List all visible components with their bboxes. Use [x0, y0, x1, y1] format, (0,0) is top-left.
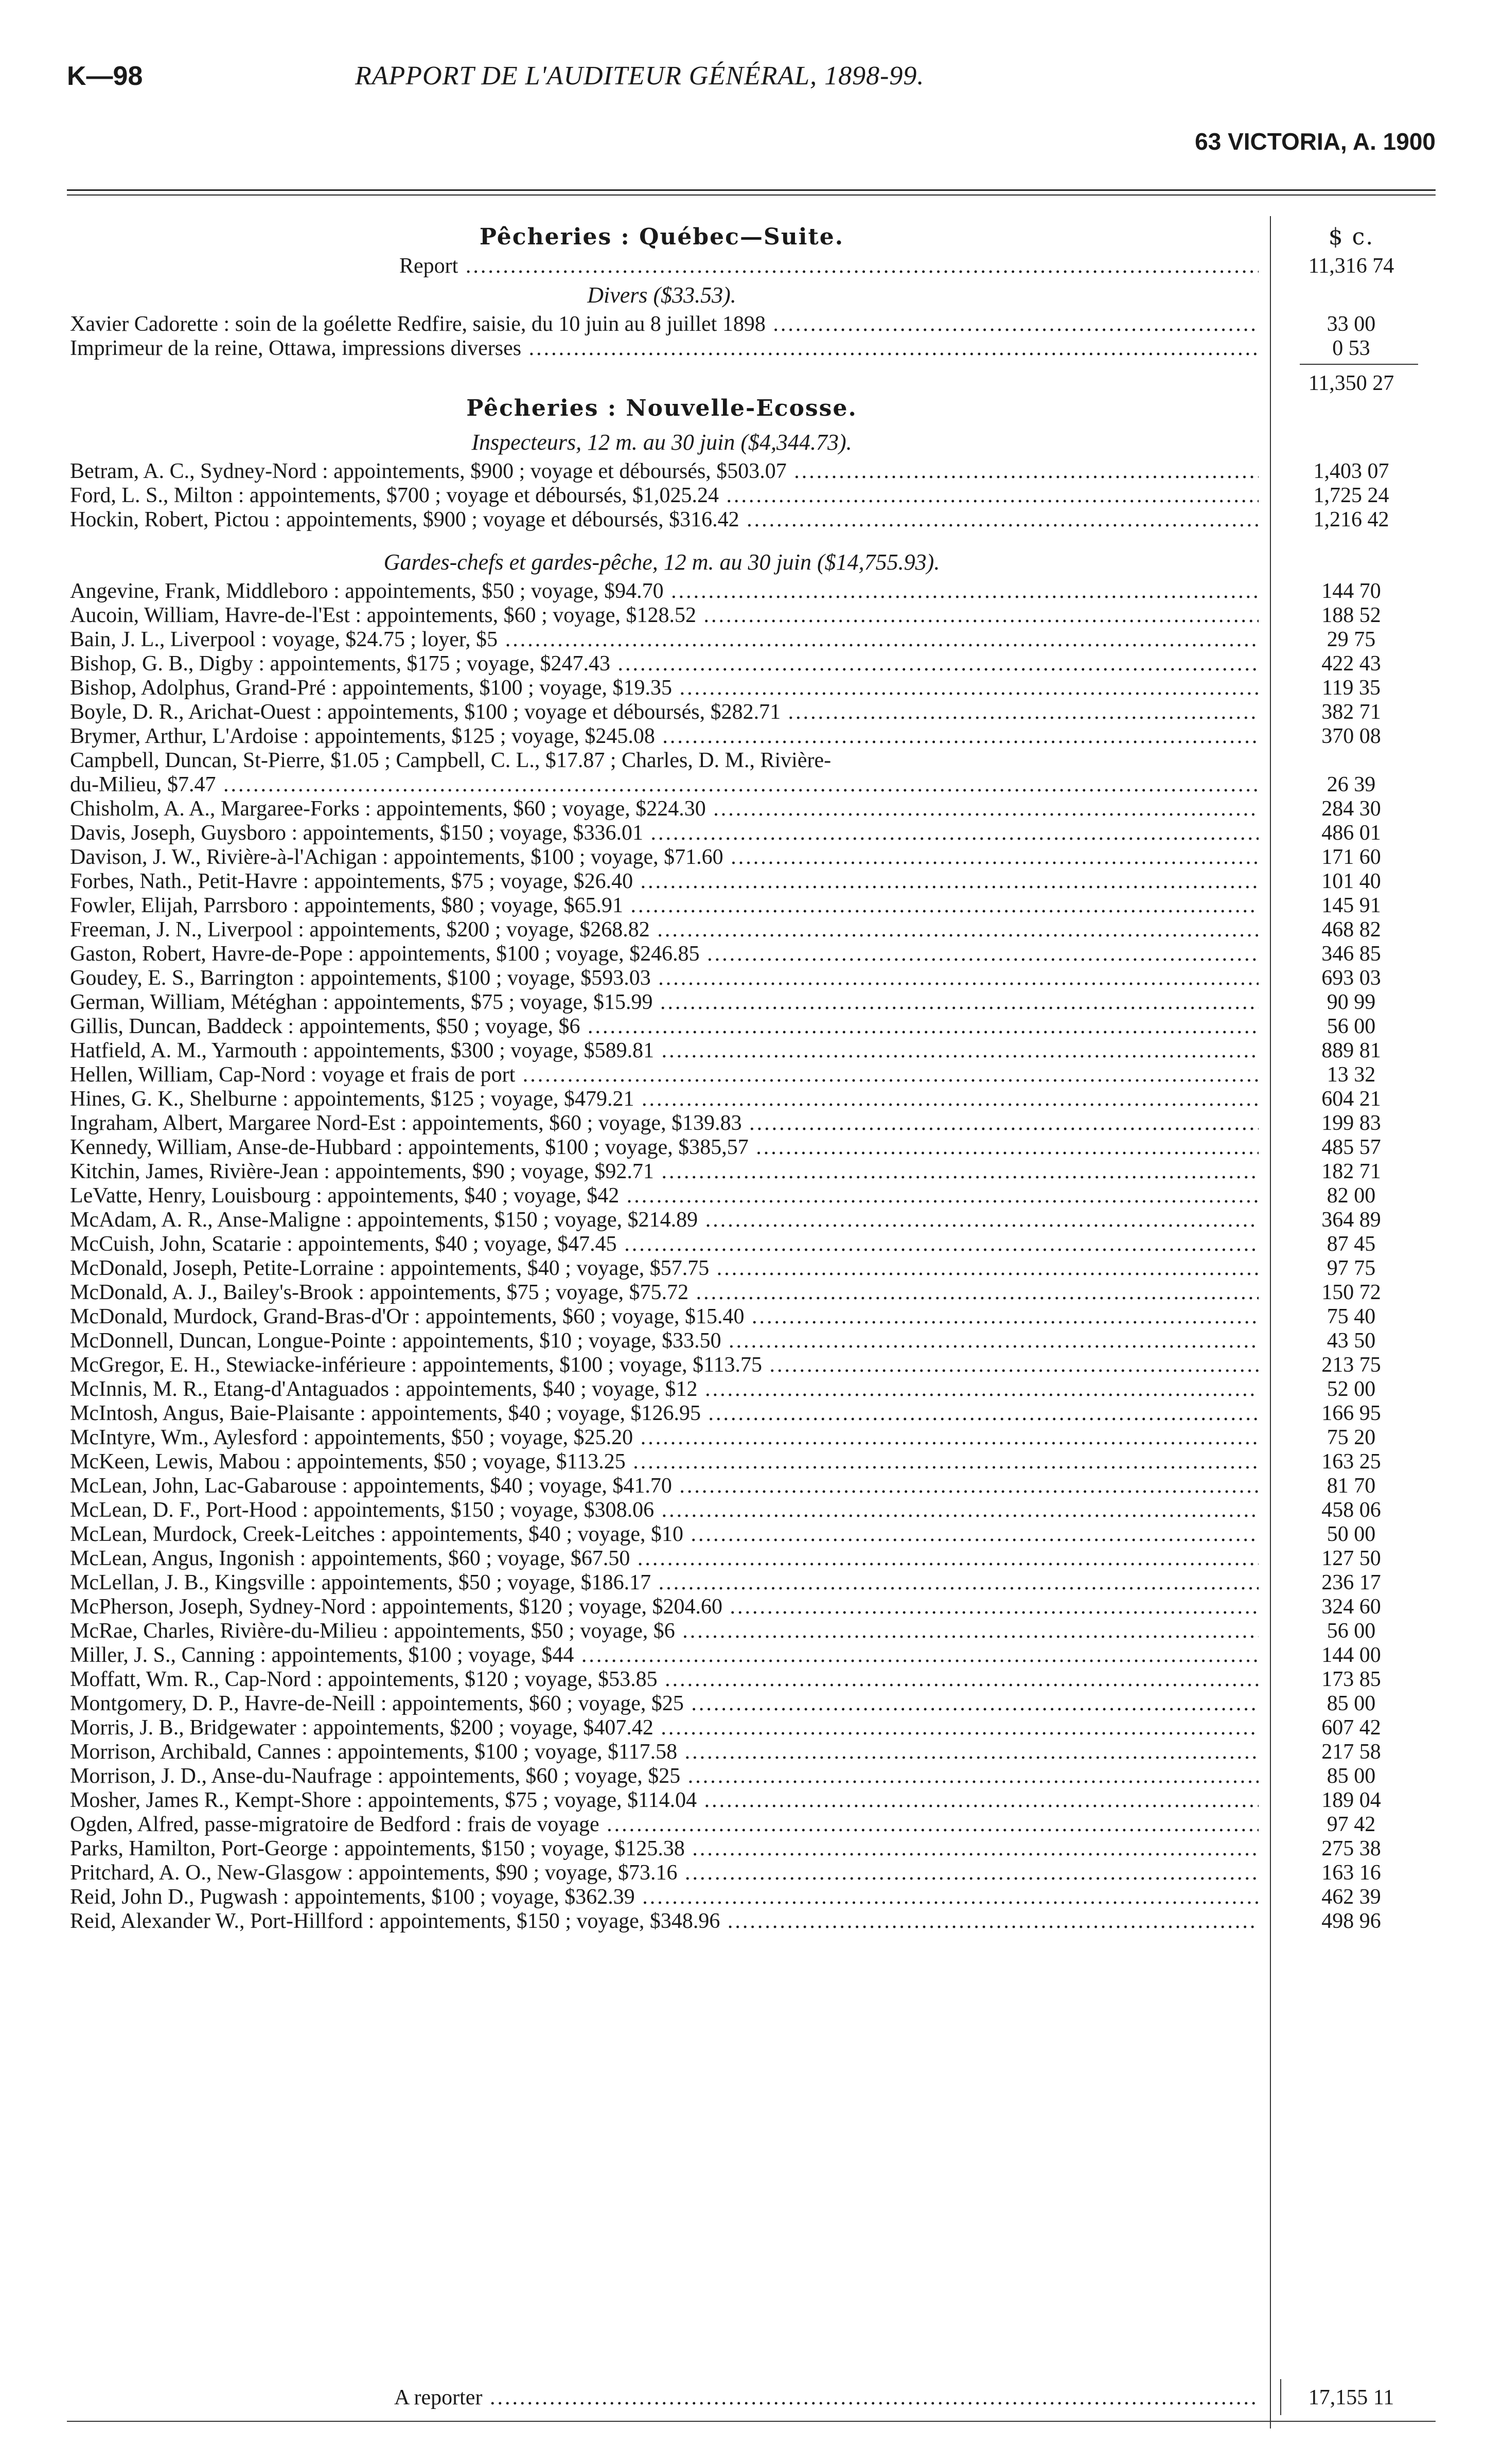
ledger-row-description: Bishop, G. B., Digby : appointements, $175 ; voyage, $247.43 .....	[70, 652, 1259, 676]
ledger-row	[70, 1256, 1435, 1281]
ledger-row	[70, 1571, 1435, 1595]
ledger-row	[70, 1813, 1435, 1837]
section-heading-text: Pêcheries : Québec—Suite.	[479, 224, 844, 250]
ledger-row-amount: 26 39	[1327, 773, 1376, 796]
ledger-row-description: Hatfield, A. M., Yarmouth : appointements, $300 ; voyage, $589.81 .....	[70, 1039, 1259, 1063]
ledger-row	[70, 336, 1435, 361]
subheading-inspecteurs: Inspecteurs, 12 m. au 30 juin ($4,344.73).	[471, 430, 852, 455]
ledger-row	[70, 1377, 1435, 1402]
ledger-row-amount: 29 75	[1327, 628, 1376, 651]
ledger-row-description: McDonnell, Duncan, Longue-Pointe : appointements, $10 ; voyage, $33.50 .....	[70, 1329, 1259, 1353]
subtotal-rule	[1300, 364, 1418, 365]
ledger-row-amount: 236 17	[1321, 1571, 1381, 1594]
ledger-row	[70, 845, 1435, 870]
ledger-row-description: Miller, J. S., Canning : appointements, $100 ; voyage, $44 .....	[70, 1643, 1259, 1668]
ledger-row	[70, 773, 1435, 797]
ledger-row-description: McDonald, A. J., Bailey's-Brook : appointements, $75 ; voyage, $75.72 .....	[70, 1281, 1259, 1305]
ledger-row	[70, 484, 1435, 508]
ledger-row	[70, 797, 1435, 821]
ledger-row-amount: 217 58	[1321, 1740, 1381, 1764]
ledger-row-amount: 275 38	[1321, 1837, 1381, 1860]
ledger-row-amount: 145 91	[1321, 894, 1381, 917]
ledger-row-amount: 150 72	[1321, 1281, 1381, 1304]
ledger-row-amount: 50 00	[1327, 1522, 1376, 1546]
ledger-row-description: Forbes, Nath., Petit-Havre : appointements, $75 ; voyage, $26.40 .....	[70, 870, 1259, 894]
ledger-row-amount: 81 70	[1327, 1474, 1376, 1498]
ledger-row-description: Montgomery, D. P., Havre-de-Neill : appointements, $60 ; voyage, $25 .....	[70, 1692, 1259, 1716]
ledger-row-amount: 182 71	[1321, 1160, 1381, 1183]
ledger-row	[70, 724, 1435, 749]
ledger-row	[70, 1595, 1435, 1619]
ledger-row-description: Hockin, Robert, Pictou : appointements, $900 ; voyage et déboursés, $316.42 .....	[70, 508, 1259, 532]
ledger-row-amount: 163 16	[1321, 1861, 1381, 1885]
ledger-row	[70, 508, 1435, 532]
ledger-row	[70, 1208, 1435, 1232]
ledger-row-description: Reid, Alexander W., Port-Hillford : appointements, $150 ; voyage, $348.96 .....	[70, 1909, 1259, 1934]
ledger-row-description: Moffatt, Wm. R., Cap-Nord : appointements, $120 ; voyage, $53.85 .....	[70, 1668, 1259, 1692]
ledger-row-amount: 85 00	[1327, 1692, 1376, 1715]
ledger-row-description: Bishop, Adolphus, Grand-Pré : appointements, $100 ; voyage, $19.35 .....	[70, 676, 1259, 700]
report-amount: 11,316 74	[1308, 254, 1394, 278]
ledger-row-description: Morrison, J. D., Anse-du-Naufrage : appointements, $60 ; voyage, $25 .....	[70, 1764, 1259, 1788]
page-number: K—98	[67, 61, 143, 91]
ledger-row-description: McDonald, Murdock, Grand-Bras-d'Or : appointements, $60 ; voyage, $15.40 .....	[70, 1305, 1259, 1329]
ledger-row	[70, 1861, 1435, 1885]
ledger-row	[70, 1015, 1435, 1039]
ledger-row-amount: 889 81	[1321, 1039, 1381, 1062]
ledger-row-amount: 119 35	[1322, 676, 1381, 700]
ledger-row-description: McInnis, M. R., Etang-d'Antaguados : appointements, $40 ; voyage, $12 .....	[70, 1377, 1259, 1402]
ledger-row-amount: 163 25	[1321, 1450, 1381, 1474]
ledger-row-description: Boyle, D. R., Arichat-Ouest : appointements, $100 ; voyage et déboursés, $282.71 .....	[70, 700, 1259, 724]
ledger-row	[70, 1619, 1435, 1643]
ledger-row	[70, 1740, 1435, 1764]
ledger-row-description: McLellan, J. B., Kingsville : appointements, $50 ; voyage, $186.17 .....	[70, 1571, 1259, 1595]
ledger-row-description: LeVatte, Henry, Louisbourg : appointements, $40 ; voyage, $42 .....	[70, 1184, 1259, 1208]
divers-rows	[70, 312, 1435, 361]
ledger-row	[70, 1063, 1435, 1087]
ledger-row-description: McKeen, Lewis, Mabou : appointements, $50 ; voyage, $113.25 .....	[70, 1450, 1259, 1474]
ledger-row-amount: 85 00	[1327, 1764, 1376, 1788]
ledger-row-amount: 173 85	[1321, 1668, 1381, 1691]
subheading-divers: Divers ($33.53).	[587, 282, 736, 308]
ledger-row	[70, 1329, 1435, 1353]
ledger-row-description: Kitchin, James, Rivière-Jean : appointements, $90 ; voyage, $92.71 .....	[70, 1160, 1259, 1184]
ledger-row-amount: 485 57	[1321, 1136, 1381, 1159]
ledger-row	[70, 579, 1435, 604]
ledger-row-amount: 458 06	[1321, 1498, 1381, 1522]
subtotal-amount: 11,350 27	[1308, 371, 1394, 395]
ledger-row-description: McRae, Charles, Rivière-du-Milieu : appointements, $50 ; voyage, $6 .....	[70, 1619, 1259, 1643]
ledger-row	[70, 1426, 1435, 1450]
ledger-row-amount: 382 71	[1321, 700, 1381, 724]
ledger-row	[70, 1087, 1435, 1111]
ledger-row	[70, 628, 1435, 652]
ledger-row-description: McAdam, A. R., Anse-Maligne : appointements, $150 ; voyage, $214.89 .....	[70, 1208, 1259, 1232]
ledger-row-description: Betram, A. C., Sydney-Nord : appointements, $900 ; voyage et déboursés, $503.07 .....	[70, 459, 1259, 484]
ledger-row-amount: 166 95	[1321, 1402, 1381, 1425]
ledger-row-description: German, William, Météghan : appointements, $75 ; voyage, $15.99 .....	[70, 990, 1259, 1015]
ledger-row-amount: 188 52	[1321, 604, 1381, 627]
ledger-row-amount: 33 00	[1327, 312, 1376, 336]
ledger-row-amount: 364 89	[1321, 1208, 1381, 1232]
ledger-row-description: Xavier Cadorette : soin de la goélette Redfire, saisie, du 10 juin au 8 juillet 1898 .....	[70, 312, 1259, 336]
ledger-row-description: Davison, J. W., Rivière-à-l'Achigan : appointements, $100 ; voyage, $71.60 .....	[70, 845, 1259, 870]
ledger-row-description: Mosher, James R., Kempt-Shore : appointements, $75 ; voyage, $114.04 .....	[70, 1788, 1259, 1813]
ledger-row	[70, 918, 1435, 942]
ledger-row-amount: 13 32	[1327, 1063, 1376, 1087]
ledger-row-amount: 87 45	[1327, 1232, 1376, 1256]
inspecteurs-rows	[70, 459, 1435, 532]
currency-header: $ c.	[1328, 224, 1374, 250]
ledger-row	[70, 1281, 1435, 1305]
ledger-row-amount: 284 30	[1321, 797, 1381, 821]
ledger-row-description: McPherson, Joseph, Sydney-Nord : appointements, $120 ; voyage, $204.60 .....	[70, 1595, 1259, 1619]
ledger-row-amount: 486 01	[1321, 821, 1381, 845]
ledger-row	[70, 990, 1435, 1015]
ledger-row-description: McLean, John, Lac-Gabarouse : appointements, $40 ; voyage, $41.70 .....	[70, 1474, 1259, 1498]
ledger-row-amount: 97 42	[1327, 1813, 1376, 1836]
session-label: 63 VICTORIA, A. 1900	[1195, 128, 1436, 155]
ledger-row-description: Goudey, E. S., Barrington : appointements, $100 ; voyage, $593.03 .....	[70, 966, 1259, 990]
ledger-row-amount: 97 75	[1327, 1256, 1376, 1280]
ledger-row-description: Ford, L. S., Milton : appointements, $700 ; voyage et déboursés, $1,025.24 .....	[70, 484, 1259, 508]
ledger-row-description: Hellen, William, Cap-Nord : voyage et frais de port .....	[70, 1063, 1259, 1087]
ledger-row	[70, 676, 1435, 700]
ledger-row-description: Imprimeur de la reine, Ottawa, impressions diverses .....	[70, 336, 1259, 361]
ledger-row	[70, 1305, 1435, 1329]
ledger-row-description: Davis, Joseph, Guysboro : appointements, $150 ; voyage, $336.01 .....	[70, 821, 1259, 845]
ledger-row-amount: 171 60	[1321, 845, 1381, 869]
ledger-row-description: McLean, Murdock, Creek-Leitches : appointements, $40 ; voyage, $10 .....	[70, 1522, 1259, 1547]
ledger-row-amount: 1,725 24	[1313, 484, 1389, 507]
ledger-row	[70, 1136, 1435, 1160]
ledger-row-amount: 52 00	[1327, 1377, 1376, 1401]
ledger-row	[70, 1498, 1435, 1522]
ledger-row	[70, 942, 1435, 966]
ledger-row-amount: 127 50	[1321, 1547, 1381, 1570]
ledger-row-description: Ogden, Alfred, passe-migratoire de Bedford : frais de voyage .....	[70, 1813, 1259, 1837]
ledger-row-description: Campbell, Duncan, St-Pierre, $1.05 ; Campbell, C. L., $17.87 ; Charles, D. M., Rivière-	[70, 749, 832, 772]
ledger-row-description: McGregor, E. H., Stewiacke-inférieure : appointements, $100 ; voyage, $113.75 .....	[70, 1353, 1259, 1377]
ledger-row-description: McLean, Angus, Ingonish : appointements, $60 ; voyage, $67.50 .....	[70, 1547, 1259, 1571]
ledger-row-description: Ingraham, Albert, Margaree Nord-Est : appointements, $60 ; voyage, $139.83 .....	[70, 1111, 1259, 1136]
ledger-row-amount: 422 43	[1321, 652, 1381, 676]
ledger-row-amount: 346 85	[1321, 942, 1381, 966]
ledger-row-description: McDonald, Joseph, Petite-Lorraine : appointements, $40 ; voyage, $57.75 .....	[70, 1256, 1259, 1281]
ledger-row-amount: 56 00	[1327, 1015, 1376, 1038]
ledger-row-amount: 324 60	[1321, 1595, 1381, 1619]
ledger-row-description: Kennedy, William, Anse-de-Hubbard : appointements, $100 ; voyage, $385,57 .....	[70, 1136, 1259, 1160]
ledger-row-amount: 1,216 42	[1313, 508, 1389, 531]
ledger-row	[70, 312, 1435, 336]
footer-label: A reporter .....	[394, 2383, 1259, 2412]
ledger-row-description: Fowler, Elijah, Parrsboro : appointements, $80 ; voyage, $65.91 .....	[70, 894, 1259, 918]
ledger-row-description: Aucoin, William, Havre-de-l'Est : appointements, $60 ; voyage, $128.52 .....	[70, 604, 1259, 628]
page-title: RAPPORT DE L'AUDITEUR GÉNÉRAL, 1898-99.	[355, 61, 925, 91]
ledger-row	[70, 1547, 1435, 1571]
footer-amount: 17,155 11	[1308, 2386, 1394, 2409]
ledger-row	[70, 1668, 1435, 1692]
ledger-row-description: du-Milieu, $7.47 .....	[70, 773, 1259, 797]
report-row	[70, 254, 1435, 278]
ledger-row-amount: 56 00	[1327, 1619, 1376, 1643]
ledger-row	[70, 1232, 1435, 1256]
ledger-row-description: McIntosh, Angus, Baie-Plaisante : appointements, $40 ; voyage, $126.95 .....	[70, 1402, 1259, 1426]
ledger-row-description: McIntyre, Wm., Aylesford : appointements, $50 ; voyage, $25.20 .....	[70, 1426, 1259, 1450]
ledger-row	[70, 700, 1435, 724]
ledger-row	[70, 1353, 1435, 1377]
ledger-row-amount: 199 83	[1321, 1111, 1381, 1135]
ledger-row	[70, 1522, 1435, 1547]
ledger-row-amount: 0 53	[1332, 336, 1370, 360]
ledger-row-description: Bain, J. L., Liverpool : voyage, $24.75 ; loyer, $5 .....	[70, 628, 1259, 652]
ledger-content	[70, 220, 1435, 1934]
ledger-row	[70, 1474, 1435, 1498]
ledger-row	[70, 870, 1435, 894]
ledger-row-description: Chisholm, A. A., Margaree-Forks : appointements, $60 ; voyage, $224.30 .....	[70, 797, 1259, 821]
header-rule	[67, 189, 1436, 191]
ledger-row-amount: 468 82	[1321, 918, 1381, 942]
ledger-row-amount: 144 00	[1321, 1643, 1381, 1667]
ledger-row	[70, 894, 1435, 918]
ledger-row	[70, 1111, 1435, 1136]
ledger-row	[70, 652, 1435, 676]
ledger-row-description: McLean, D. F., Port-Hood : appointements, $150 ; voyage, $308.06 .....	[70, 1498, 1259, 1522]
ledger-row-description: Gillis, Duncan, Baddeck : appointements, $50 ; voyage, $6 .....	[70, 1015, 1259, 1039]
ledger-row-description: Angevine, Frank, Middleboro : appointements, $50 ; voyage, $94.70 .....	[70, 579, 1259, 604]
ledger-row	[70, 459, 1435, 484]
ledger-row	[70, 966, 1435, 990]
ledger-row-amount: 1,403 07	[1313, 459, 1389, 483]
ledger-row-amount: 498 96	[1321, 1909, 1381, 1933]
ledger-row	[70, 1643, 1435, 1668]
page-header	[67, 61, 1436, 155]
ledger-row	[70, 821, 1435, 845]
ledger-row-amount: 43 50	[1327, 1329, 1376, 1353]
ledger-row-description: Hines, G. K., Shelburne : appointements, $125 ; voyage, $479.21 .....	[70, 1087, 1259, 1111]
ledger-row-description: McCuish, John, Scatarie : appointements, $40 ; voyage, $47.45 .....	[70, 1232, 1259, 1256]
gardes-rows	[70, 579, 1435, 1934]
ledger-row	[70, 1716, 1435, 1740]
ledger-row-amount: 604 21	[1321, 1087, 1381, 1111]
section-heading-quebec	[70, 220, 1374, 254]
ledger-row	[70, 1160, 1435, 1184]
subheading-gardes: Gardes-chefs et gardes-pêche, 12 m. au 30 juin ($14,755.93).	[383, 549, 940, 575]
ledger-row-description: Morrison, Archibald, Cannes : appointements, $100 ; voyage, $117.58 .....	[70, 1740, 1259, 1764]
ledger-row	[70, 1837, 1435, 1861]
ledger-row	[70, 1885, 1435, 1909]
ledger-row	[70, 749, 1435, 773]
ledger-row-amount: 462 39	[1321, 1885, 1381, 1909]
ledger-row	[70, 1909, 1435, 1934]
ledger-row-amount: 101 40	[1321, 870, 1381, 893]
ledger-row-amount: 370 08	[1321, 724, 1381, 748]
ledger-row-description: Gaston, Robert, Havre-de-Pope : appointements, $100 ; voyage, $246.85 .....	[70, 942, 1259, 966]
footer-rule	[67, 2421, 1436, 2422]
ledger-row-amount: 90 99	[1327, 990, 1376, 1014]
ledger-row-description: Freeman, J. N., Liverpool : appointements, $200 ; voyage, $268.82 .....	[70, 918, 1259, 942]
ledger-row	[70, 1039, 1435, 1063]
ledger-row-amount: 82 00	[1327, 1184, 1376, 1208]
ledger-row-amount: 75 20	[1327, 1426, 1376, 1449]
ledger-row	[70, 1692, 1435, 1716]
header-rule-second	[67, 194, 1436, 196]
ledger-row-description: Brymer, Arthur, L'Ardoise : appointements, $125 ; voyage, $245.08 .....	[70, 724, 1259, 749]
ledger-row	[70, 1450, 1435, 1474]
report-label: Report .....	[399, 254, 1259, 278]
footer-row	[70, 2383, 1435, 2412]
ledger-row-amount: 75 40	[1327, 1305, 1376, 1328]
subtotal-row	[70, 361, 1435, 395]
section-heading-nouvelle-ecosse: Pêcheries : Nouvelle-Ecosse.	[466, 395, 857, 421]
ledger-row-description: Reid, John D., Pugwash : appointements, $100 ; voyage, $362.39 .....	[70, 1885, 1259, 1909]
ledger-row	[70, 604, 1435, 628]
ledger-row-description: Pritchard, A. O., New-Glasgow : appointements, $90 ; voyage, $73.16 .....	[70, 1861, 1259, 1885]
ledger-row-amount: 693 03	[1321, 966, 1381, 990]
ledger-row	[70, 1764, 1435, 1788]
ledger-row-description: Parks, Hamilton, Port-George : appointements, $150 ; voyage, $125.38 .....	[70, 1837, 1259, 1861]
ledger-row-amount: 213 75	[1321, 1353, 1381, 1377]
ledger-row-description: Morris, J. B., Bridgewater : appointements, $200 ; voyage, $407.42 .....	[70, 1716, 1259, 1740]
ledger-row-amount: 144 70	[1321, 579, 1381, 603]
ledger-row-amount: 189 04	[1321, 1788, 1381, 1812]
ledger-row	[70, 1788, 1435, 1813]
ledger-row-amount: 607 42	[1321, 1716, 1381, 1740]
ledger-row	[70, 1402, 1435, 1426]
ledger-row	[70, 1184, 1435, 1208]
